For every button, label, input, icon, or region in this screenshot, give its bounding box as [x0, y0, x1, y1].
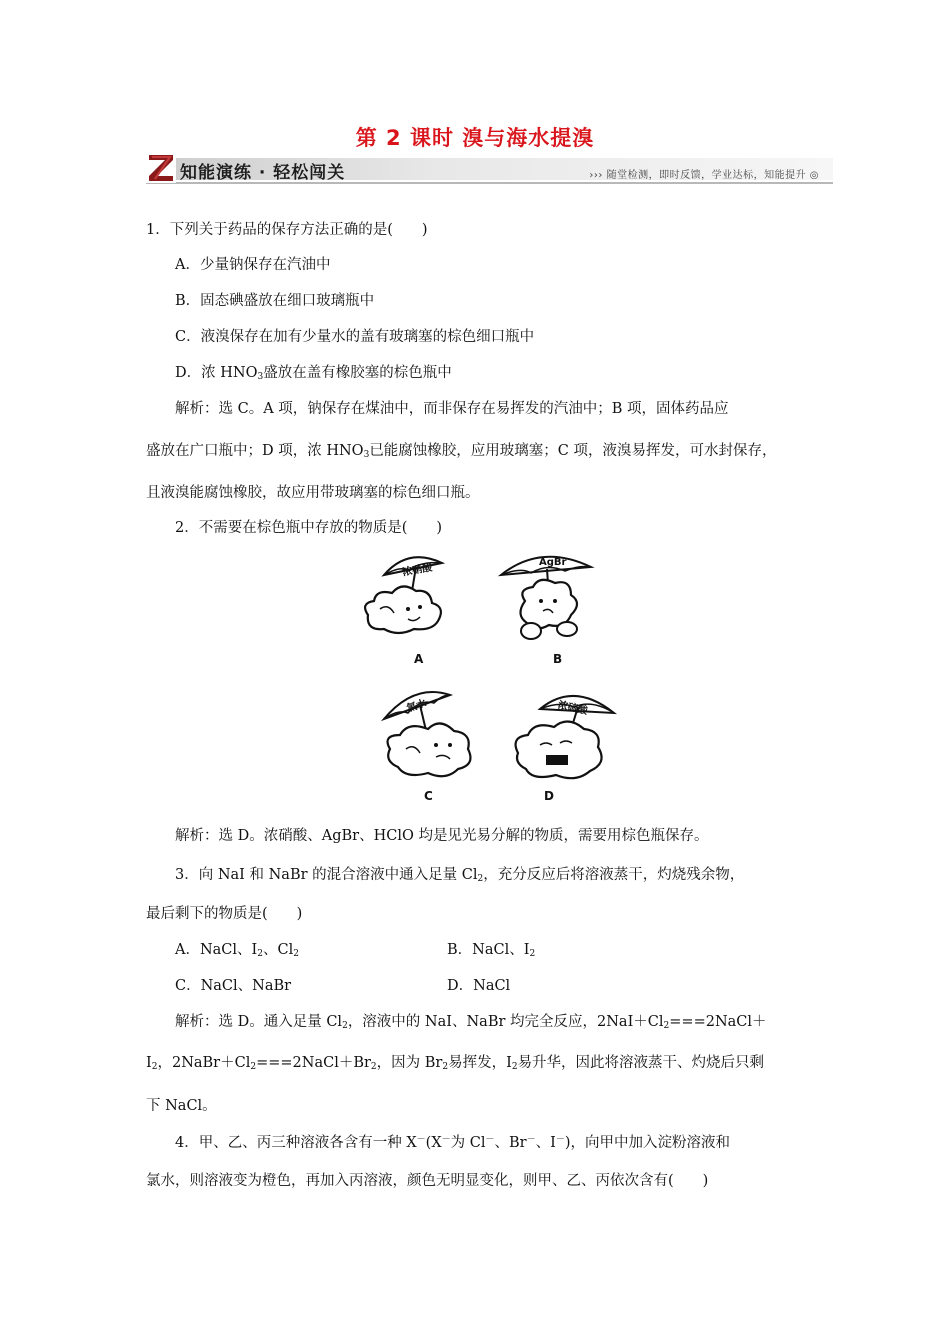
q3-option-a: A．NaCl、$I_2$、$Cl_2$	[175, 942, 299, 959]
figure-a	[350, 545, 470, 666]
q3-option-c: C．NaCl、NaBr	[175, 978, 292, 994]
q3-stem-1: 3．向 NaI 和 NaBr 的混合溶液中通入足量 $Cl_2$，充分反应后将溶液蒸干，灼烧残余物，	[175, 867, 745, 884]
q1-explanation-3: 且液溴能腐蚀橡胶，故应用带玻璃塞的棕色细口瓶。	[146, 485, 480, 501]
umbrella-label-d: 浓硫酸	[556, 699, 589, 717]
q1-stem: 1．下列关于药品的保存方法正确的是( )	[146, 222, 428, 238]
figure-b	[495, 545, 615, 666]
q3-explanation-3: 下 NaCl。	[146, 1098, 217, 1114]
q3-stem-2: 最后剩下的物质是( )	[146, 906, 303, 922]
q1-option-b: B．固态碘盛放在细口玻璃瓶中	[175, 293, 375, 309]
umbrella-label-c: 氯水	[405, 698, 428, 715]
banner-heading: 知能演练 · 轻松闯关	[180, 163, 346, 183]
figure-c	[380, 687, 500, 802]
q2-explanation: 解析：选 D。浓硝酸、AgBr、HClO 均是见光易分解的物质，需要用棕色瓶保存。	[175, 828, 709, 844]
page-title: 第 2 课时 溴与海水提溴	[355, 126, 595, 150]
q1-option-d: D．浓 $HNO_3$盛放在盖有橡胶塞的棕色瓶中	[175, 365, 452, 382]
q2-stem: 2．不需要在棕色瓶中存放的物质是( )	[175, 520, 443, 536]
section-banner	[146, 152, 833, 188]
figure-label-b: B	[553, 652, 563, 666]
q4-stem-2: 氯水，则溶液变为橙色，再加入丙溶液，颜色无明显变化，则甲、乙、丙依次含有( )	[146, 1173, 709, 1189]
q3-option-b: B．NaCl、$I_2$	[447, 942, 536, 959]
q3-option-d: D．NaCl	[447, 978, 511, 994]
figure-d	[510, 687, 630, 802]
banner-subtitle: ››› 随堂检测，即时反馈，学业达标，知能提升 ◎	[589, 170, 819, 181]
q1-option-a: A．少量钠保存在汽油中	[175, 257, 331, 273]
z-logo-icon	[146, 152, 176, 183]
umbrella-label-b: AgBr	[539, 557, 567, 568]
figure-label-a: A	[414, 652, 424, 666]
q1-explanation-2: 盛放在广口瓶中；D 项，浓 $HNO_3$已能腐蚀橡胶，应用玻璃塞；C 项，液溴易挥发，可水封保存，	[146, 443, 777, 460]
umbrella-label-a: 浓硝酸	[401, 562, 434, 579]
q3-explanation-1: 解析：选 D。通入足量 $Cl_2$，溶液中的 NaI、NaBr 均完全反应，$2NaI+Cl_2===2NaCl+$	[175, 1014, 767, 1031]
umbrella-cloud-c-icon	[380, 687, 500, 787]
q1-option-c: C．液溴保存在加有少量水的盖有玻璃塞的棕色细口瓶中	[175, 329, 535, 345]
q1-explanation-1: 解析：选 C。A 项，钠保存在煤油中，而非保存在易挥发的汽油中；B 项，固体药品应	[175, 401, 729, 417]
umbrella-cloud-a-icon	[350, 545, 470, 645]
q2-figures	[350, 545, 620, 805]
figure-label-c: C	[424, 789, 433, 803]
figure-label-d: D	[544, 789, 554, 803]
q3-explanation-2: $I_2$，$2NaBr+Cl_2===2NaCl+Br_2$，因为 $Br_2$易挥发，$I_2$易升华，因此将溶液蒸干、灼烧后只剩	[146, 1055, 765, 1072]
q4-stem-1: 4．甲、乙、丙三种溶液各含有一种 X－(X－为 Cl－、Br－、I－)，向甲中加入淀粉溶液和	[175, 1135, 731, 1151]
